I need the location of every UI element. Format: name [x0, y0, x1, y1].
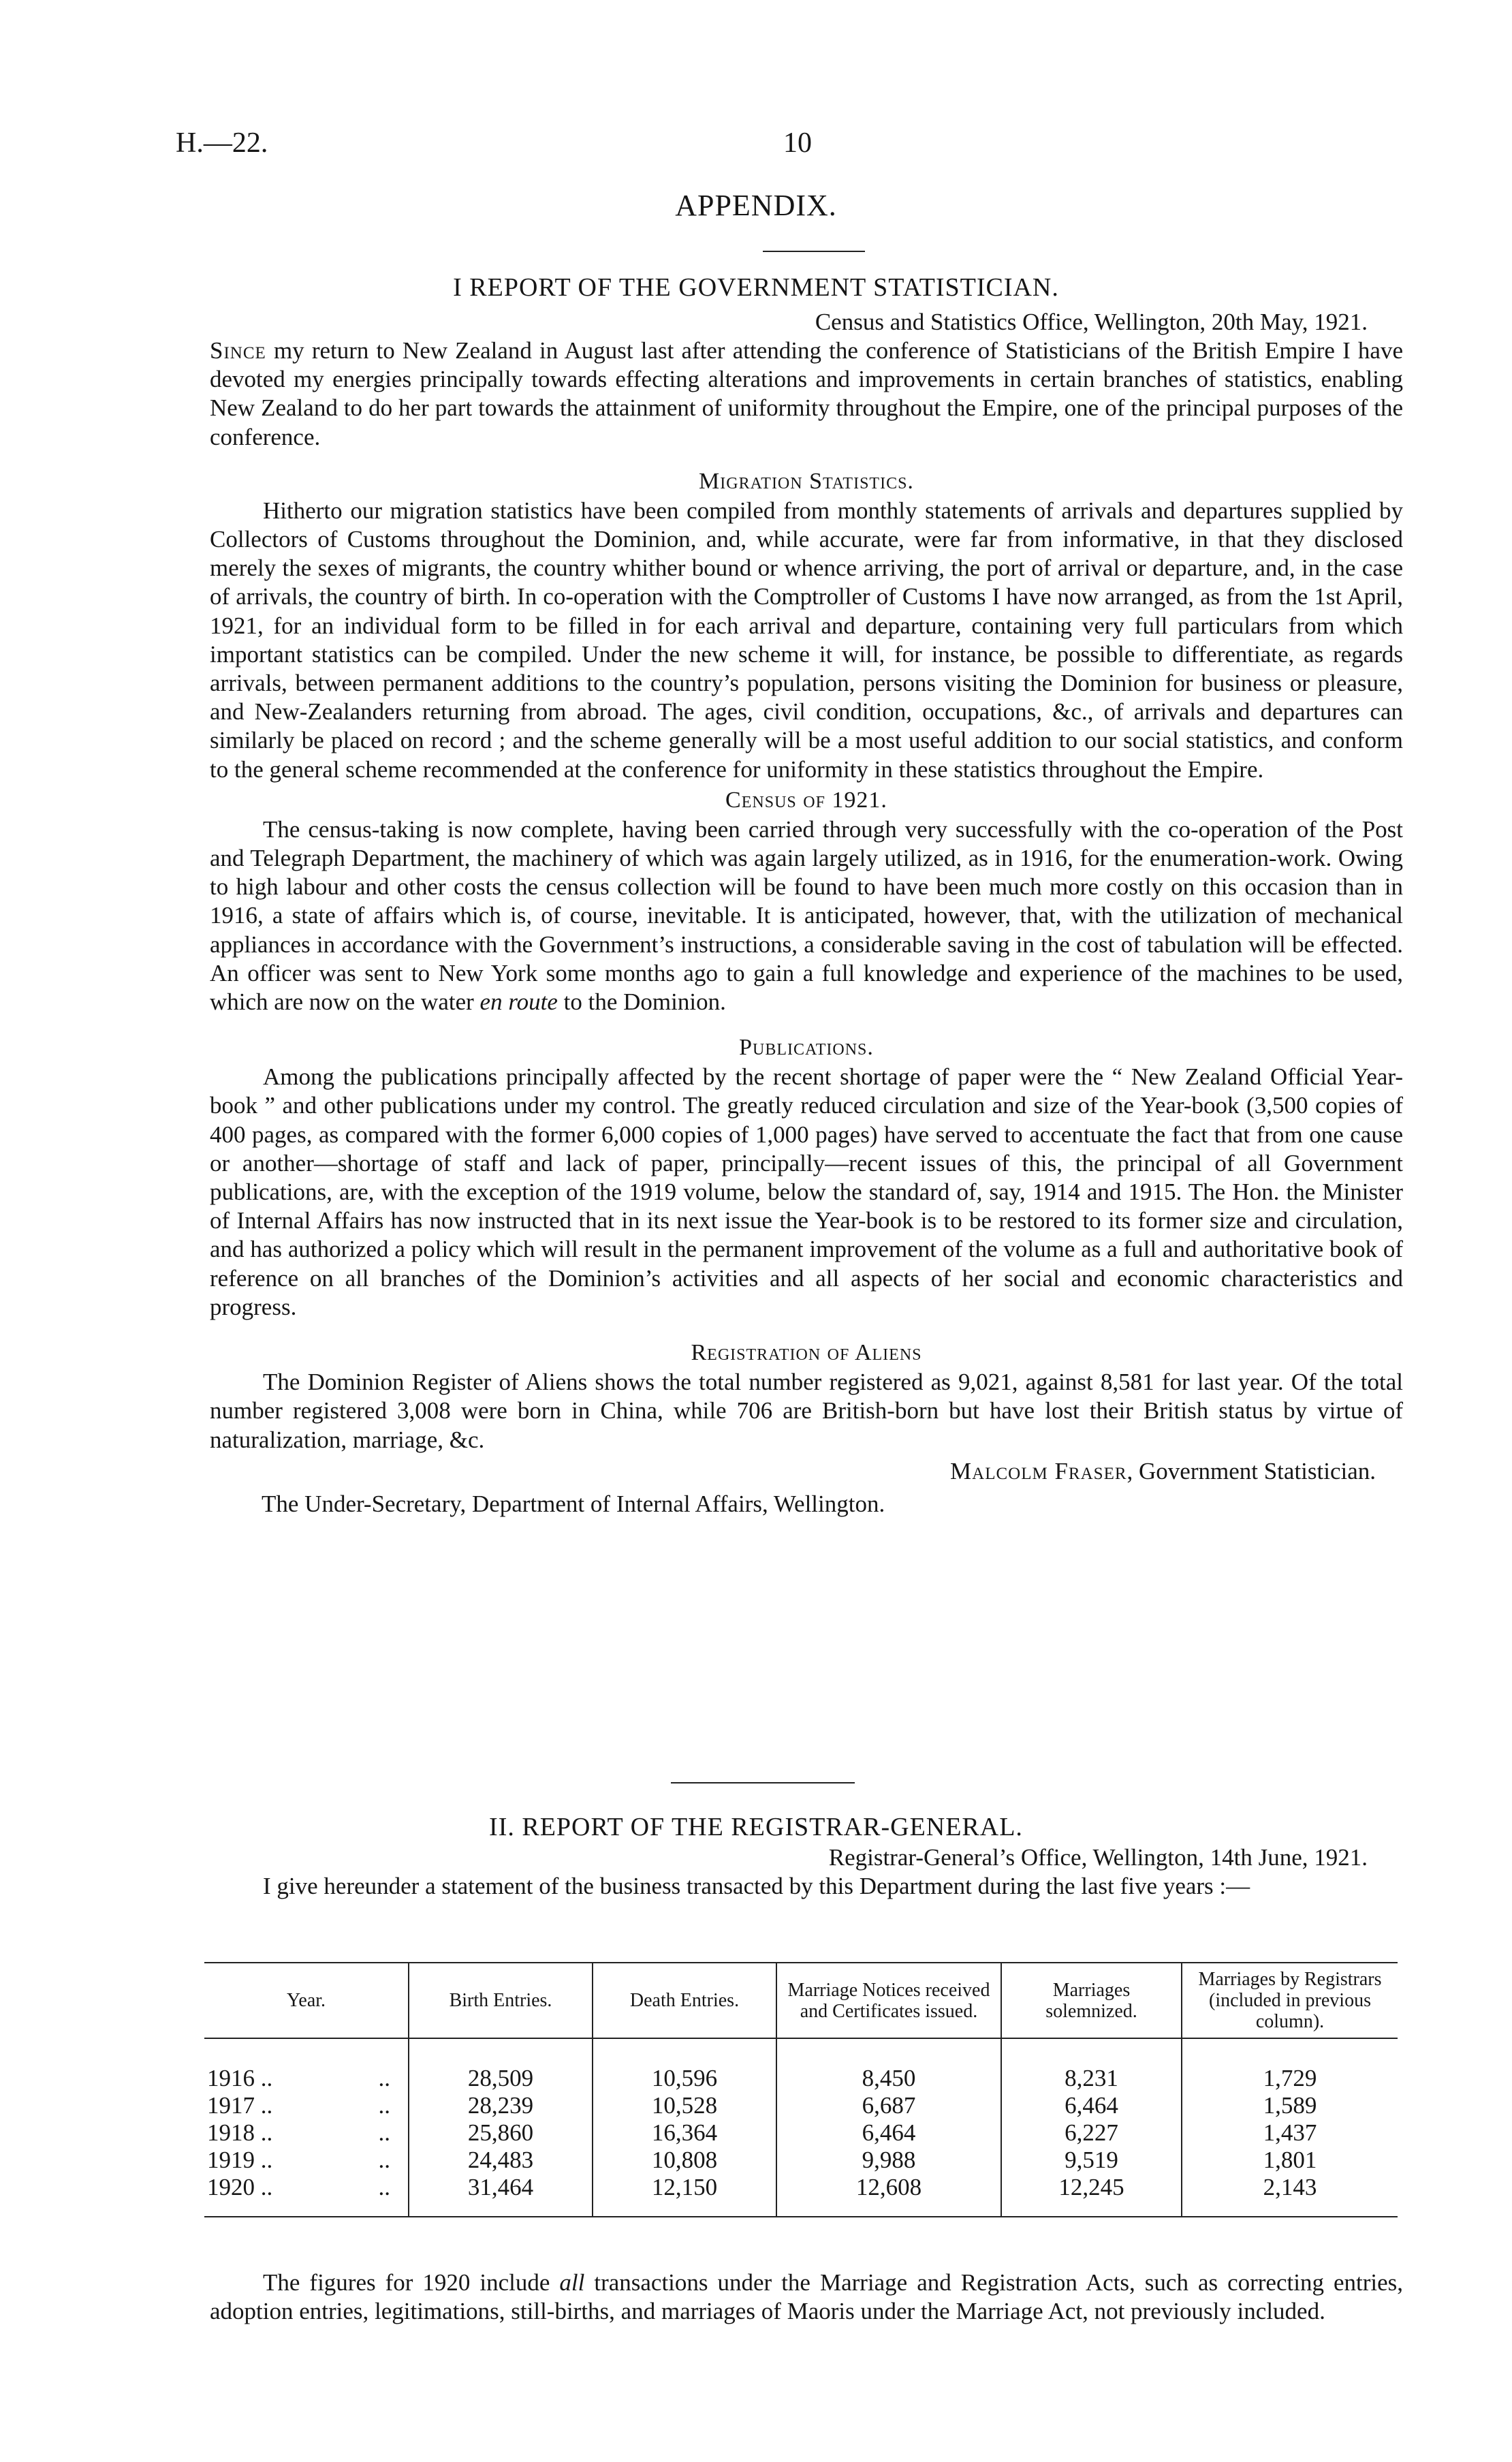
signature-title: , Government Statistician. [1127, 1457, 1376, 1484]
cell-year [204, 2119, 409, 2147]
paragraph-publications: Among the publications principally affected by the recent shortage of paper were the “ New Zealand Official Year-book ” and other publications under my control. The greatly reduced circulation and size of the Year-book (3,500 copies of 400 pages, as compared with the former 6,000 copies of 1,000 pages) have served to accentuate the fact that from one cause or another—shortage of staff and lack of paper, principally—recent issues of this, the principal of all Government publications, are, with the exception of the 1919 volume, below the standard of, say, 1914 and 1915. The Hon. the Minister of Internal Affairs has now instructed that in its next issue the Year-book is to be restored to its former size and circulation, and has authorized a policy which will result in the permanent improvement of the volume as a full and authoritative book of reference on all branches of the Dominion’s activities and all aspects of her social and economic characteristics and progress. [210, 1063, 1403, 1320]
year-label: 1918 .. [207, 2119, 273, 2146]
report2-intro: I give hereunder a statement of the business transacted by this Department during the last five years :— [263, 1873, 1250, 1899]
note-text-end: transactions under the Marriage and Registration Acts, such as correcting entries, adoption entries, legitimations, still-births, and marriages of Maoris under the Marriage Act, not previously included. [210, 2269, 1403, 2325]
cell-birth: 28,509 [409, 2038, 593, 2092]
cell-birth: 31,464 [409, 2174, 593, 2217]
cell-birth: 24,483 [409, 2147, 593, 2174]
cell-marriages: 6,227 [1001, 2119, 1182, 2147]
heading-census: Census of 1921. [725, 787, 887, 813]
paragraph-census [210, 815, 1403, 1016]
cell-year [204, 2174, 409, 2217]
cell-year [204, 2092, 409, 2119]
header-birth: Birth Entries. [409, 1963, 593, 2038]
cell-death: 10,596 [593, 2038, 776, 2092]
appendix-title: APPENDIX. [675, 189, 837, 222]
signature-name: Malcolm Fraser [950, 1457, 1127, 1484]
page-number: 10 [783, 127, 812, 159]
header-death: Death Entries. [593, 1963, 776, 2038]
table-row [204, 2147, 1398, 2174]
page-reference: H.—22. [176, 127, 268, 159]
intro-first-word: Since [210, 337, 266, 364]
cell-death: 12,150 [593, 2174, 776, 2217]
cell-by-registrars: 1,801 [1182, 2147, 1398, 2174]
cell-death: 10,528 [593, 2092, 776, 2119]
table-row [204, 2092, 1398, 2119]
year-label: 1917 .. [207, 2092, 273, 2119]
leader-dots: .. [378, 2174, 390, 2200]
registrar-table [204, 1962, 1398, 2217]
header-notices: Marriage Notices received and Certificates issued. [776, 1963, 1001, 2038]
cell-by-registrars: 1,589 [1182, 2092, 1398, 2119]
year-label: 1920 .. [207, 2174, 273, 2200]
header-year: Year. [204, 1963, 409, 2038]
heading-migration: Migration Statistics. [699, 468, 914, 494]
cell-birth: 25,860 [409, 2119, 593, 2147]
cell-notices: 8,450 [776, 2038, 1001, 2092]
header-by-registrars: Marriages by Registrars (included in previous column). [1182, 1963, 1398, 2038]
table-row [204, 2174, 1398, 2217]
cell-by-registrars: 2,143 [1182, 2174, 1398, 2217]
cell-by-registrars: 1,729 [1182, 2038, 1398, 2092]
addressee: The Under-Secretary, Department of Internal Affairs, Wellington. [262, 1490, 885, 1517]
cell-notices: 6,687 [776, 2092, 1001, 2119]
cell-by-registrars: 1,437 [1182, 2119, 1398, 2147]
cell-year [204, 2038, 409, 2092]
running-head [0, 127, 1512, 168]
intro-text: my return to New Zealand in August last after attending the conference of Statisticians of the British Empire I have devoted my energies principally towards effecting alterations and improvements in certain branches of statistics, enabling New Zealand to do her part towards the attainment of uniformity throughout the Empire, one of the principal purposes of the conference. [210, 337, 1403, 450]
table-note [210, 2269, 1403, 2326]
report2-title: II. REPORT OF THE REGISTRAR-GENERAL. [489, 1813, 1023, 1841]
report2-intro-block [210, 1843, 1403, 1901]
leader-dots: .. [378, 2092, 390, 2119]
cell-marriages: 9,519 [1001, 2147, 1182, 2174]
year-label: 1919 .. [207, 2147, 273, 2173]
cell-birth: 28,239 [409, 2092, 593, 2119]
report1-dateline: Census and Statistics Office, Wellington, 20th May, 1921. [815, 309, 1368, 335]
report2-dateline: Registrar-General’s Office, Wellington, 14th June, 1921. [828, 1844, 1368, 1871]
year-label: 1916 .. [207, 2065, 273, 2091]
table-row [204, 2119, 1398, 2147]
cell-notices: 6,464 [776, 2119, 1001, 2147]
cell-marriages: 12,245 [1001, 2174, 1182, 2217]
cell-notices: 12,608 [776, 2174, 1001, 2217]
heading-aliens: Registration of Aliens [691, 1340, 922, 1366]
note-italic: all [559, 2269, 585, 2296]
report1-intro [210, 337, 1403, 452]
leader-dots: .. [378, 2147, 390, 2173]
cell-death: 16,364 [593, 2119, 776, 2147]
census-text: The census-taking is now complete, having been carried through very successfully with the co-operation of the Post and Telegraph Department, the machinery of which was again largely utilized, as in 1916, for the enumeration-work. Owing to high labour and other costs the census collection will be found to have been much more costly on this occasion than in 1916, a state of affairs which is, of course, inevitable. It is anticipated, however, that, with the utilization of mechanical appliances in accordance with the Government’s instructions, a considerable saving in the cost of tabulation will be effected. An officer was sent to New York some months ago to gain a full knowledge and experience of the machines to be used, which are now on the water [210, 815, 1403, 1016]
heading-publications: Publications. [739, 1035, 874, 1061]
leader-dots: .. [378, 2119, 390, 2146]
report1-title: I REPORT OF THE GOVERNMENT STATISTICIAN. [453, 273, 1059, 302]
note-text: The figures for 1920 include [263, 2269, 560, 2296]
leader-dots: .. [378, 2065, 390, 2091]
paragraph-aliens: The Dominion Register of Aliens shows the total number registered as 9,021, against 8,581 for last year. Of the total number registered 3,008 were born in China, while 706 are British-born but have lost their British status by virtue of naturalization, marriage, &c. [210, 1369, 1403, 1453]
cell-notices: 9,988 [776, 2147, 1001, 2174]
report1-body [210, 308, 1403, 1518]
cell-death: 10,808 [593, 2147, 776, 2174]
table-row [204, 2038, 1398, 2092]
paragraph-migration: Hitherto our migration statistics have been compiled from monthly statements of arrivals and departures supplied by Collectors of Customs throughout the Dominion, and, while accurate, were far from informative, in that they disclosed merely the sexes of migrants, the country whither bound or whence arriving, the port of arrival or departure, and, in the case of arrivals, the country of birth. In co-operation with the Comptroller of Customs I have now arranged, as from the 1st April, 1921, for an individual form to be filled in for each arrival and departure, containing very full particulars from which important statistics can be compiled. Under the new scheme it will, for instance, be possible to differentiate, as regards arrivals, between permanent additions to the country’s population, persons visiting the Dominion for business or pleasure, and New-Zealanders returning from abroad. The ages, civil condition, occupations, &c., of arrivals and departures can similarly be placed on record ; and the scheme generally will be a most useful addition to our social statistics, and conform to the general scheme recommended at the conference for uniformity in these statistics throughout the Empire. [210, 497, 1403, 783]
cell-marriages: 8,231 [1001, 2038, 1182, 2092]
signature [210, 1457, 1403, 1486]
table-note-block [210, 2269, 1403, 2326]
title-rule [763, 251, 865, 252]
section-divider [671, 1782, 855, 1783]
table-header-row [204, 1963, 1398, 2038]
cell-year [204, 2147, 409, 2174]
census-italic: en route [479, 988, 558, 1016]
cell-marriages: 6,464 [1001, 2092, 1182, 2119]
census-text-end: to the Dominion. [557, 988, 726, 1016]
header-marriages: Marriages solemnized. [1001, 1963, 1182, 2038]
